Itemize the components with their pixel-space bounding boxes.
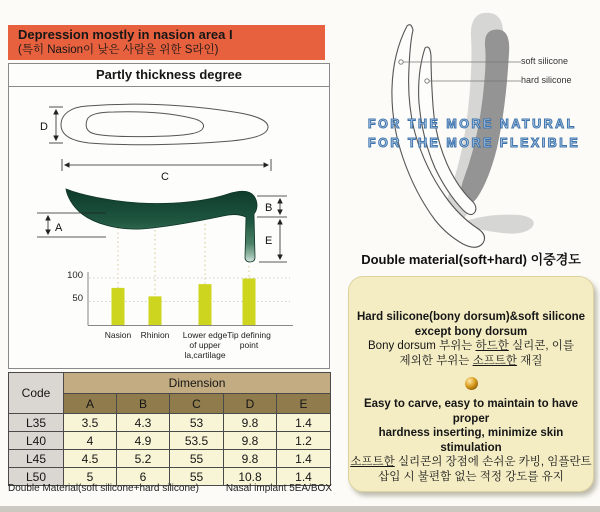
dim-label-b: B [265,202,273,214]
hard-silicone-label: hard silicone [521,75,572,85]
code-cell: L40 [9,432,64,450]
value-cell: 1.4 [277,468,331,486]
bar-category-label: Rhinion [140,330,170,340]
column-header-D: D [224,394,277,414]
info-korean-line3: 소프트한 실리콘의 장점에 손쉬운 카빙, 임플란트 [350,456,592,468]
value-cell: 55 [170,450,224,468]
value-cell: 1.4 [277,414,331,432]
code-cell: L45 [9,450,64,468]
dimension-table [8,372,331,486]
table-row [9,432,331,450]
bar-chart [88,224,293,326]
value-cell: 4 [64,432,117,450]
bar-category-label: Lower edge of upper la,cartilage [182,330,228,361]
soft-silicone-label: soft silicone [521,56,569,66]
value-cell: 1.4 [277,450,331,468]
info-heading2-line1: Easy to carve, easy to maintain to have proper [363,398,579,425]
bar [149,296,162,325]
value-cell: 53.5 [170,432,224,450]
info-korean-line2: 제외한 부위는 소프트한 재질 [399,355,543,367]
table-row [9,450,331,468]
info-heading1-line2: except bony dorsum [414,325,528,338]
column-header-B: B [117,394,170,414]
panel-title: Partly thickness degree [9,64,329,87]
dim-label-c: C [161,171,169,183]
value-cell: 6 [117,468,170,486]
bar-category-label: Nasion [104,330,132,340]
info-heading2-line2: hardness inserting, minimize skin stimulation [378,427,564,454]
callout-dot-hard [425,79,429,83]
product-subtitle-korean: (특히 Nasion이 낮은 사람을 위한 S라인) [18,44,219,56]
product-title: Depression mostly in nasion area I [18,27,233,42]
info-korean-line1: Bony dorsum 부위는 하드한 실리콘, 이를 [368,340,574,352]
value-cell: 55 [170,468,224,486]
slogan-line-2: FOR THE MORE FLEXIBLE [368,136,581,150]
gold-bullet-icon [465,377,478,390]
dimension-header: Dimension [64,373,331,394]
column-header-C: C [170,394,224,414]
implant-top-view [40,104,271,183]
value-cell: 1.2 [277,432,331,450]
value-cell: 9.8 [224,450,277,468]
info-heading1-line1: Hard silicone(bony dorsum)&soft silicone [356,311,586,323]
double-material-caption: Double material(soft+hard) 이중경도 [361,252,581,267]
value-cell: 53 [170,414,224,432]
footer-packaging-note: Nasal implant 5EA/BOX [225,483,332,494]
code-cell: L50 [9,468,64,486]
implant-diagrams [9,86,329,364]
slogan-line-1: FOR THE MORE NATURAL [368,117,577,131]
bar [243,279,256,326]
value-cell: 10.8 [224,468,277,486]
bar [112,288,125,326]
y-axis-tick-50: 50 [72,293,83,304]
info-korean-line4: 삽입 시 불편함 없는 적정 강도를 유지 [378,471,564,483]
value-cell: 4.5 [64,450,117,468]
code-cell: L35 [9,414,64,432]
bar [199,284,212,325]
y-axis-tick-100: 100 [67,270,83,281]
value-cell: 5 [64,468,117,486]
value-cell: 4.9 [117,432,170,450]
value-cell: 9.8 [224,414,277,432]
slogan [368,115,580,153]
callout-dot-soft [399,60,403,64]
value-cell: 4.3 [117,414,170,432]
column-header-A: A [64,394,117,414]
column-header-E: E [277,394,331,414]
thickness-panel [8,63,330,369]
footer-material-note: Double Material(soft silicone+hard silicone) [8,483,199,494]
value-cell: 5.2 [117,450,170,468]
table-row [9,414,331,432]
code-header: Code [9,373,64,414]
product-header [8,25,325,60]
scan-bottom-edge [0,506,600,512]
dim-label-e: E [265,235,273,247]
dim-label-d: D [40,121,48,133]
value-cell: 3.5 [64,414,117,432]
value-cell: 9.8 [224,432,277,450]
bar-category-label: Tip defining point [227,330,271,351]
material-info-box [348,276,594,492]
implant-side-view [37,189,287,262]
dim-label-a: A [55,222,63,234]
